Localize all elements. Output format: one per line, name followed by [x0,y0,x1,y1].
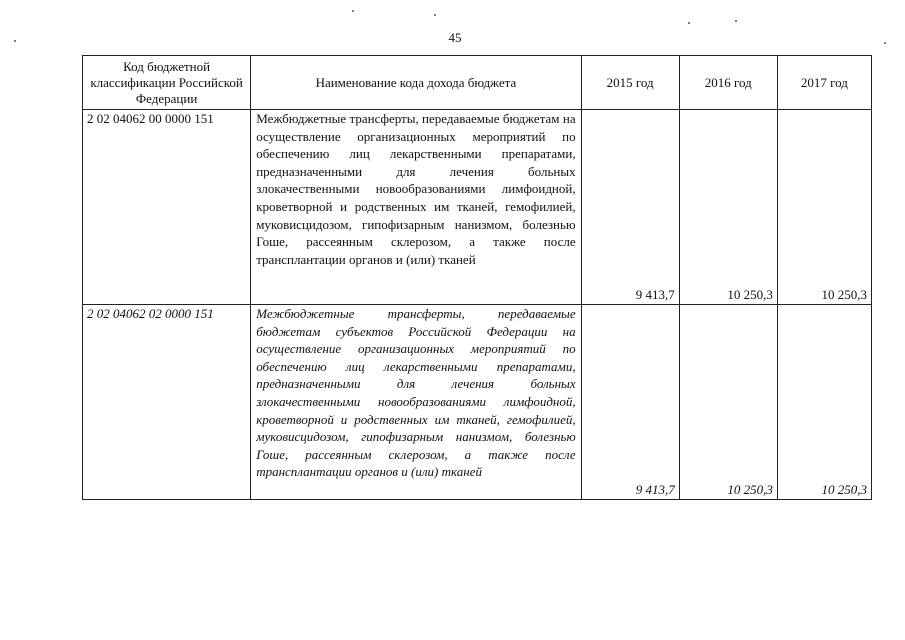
row-value-2015: 9 413,7 [581,305,679,500]
row-code: 2 02 04062 00 0000 151 [83,110,251,305]
row-value-2015: 9 413,7 [581,110,679,305]
row-value-2017: 10 250,3 [777,305,871,500]
table-row [83,110,872,305]
header-2017: 2017 год [777,56,871,110]
table-row [83,305,872,500]
scan-speck [352,10,354,12]
scan-speck [434,14,436,16]
row-code: 2 02 04062 02 0000 151 [83,305,251,500]
table-header-row [83,56,872,110]
row-value-2016: 10 250,3 [679,110,777,305]
scan-speck [14,40,16,42]
row-description: Межбюджетные трансферты, передаваемые бюджетам на осуществление организационных мероприятий по обеспечению лиц лекарственными препаратами, предназначенными для лечения больных злокачественными новообразованиями лимфоидной, кроветворной и родственных им тканей, гемофилией, муковисцидозом, гипофизарным нанизмом, болезнью Гоше, рассеянным склерозом, а также после трансплантации органов и (или) тканей [256,111,576,267]
header-2016: 2016 год [679,56,777,110]
scan-speck [884,42,886,44]
row-value-2016: 10 250,3 [679,305,777,500]
scan-speck [735,20,737,22]
page-number: 45 [448,30,462,45]
row-description: Межбюджетные трансферты, передаваемые бюджетам субъектов Российской Федерации на осуществление организационных мероприятий по обеспечению лиц лекарственными препаратами, предназначенными для лечения больных злокачественными новообразованиями лимфоидной, кроветворной и родственных им тканей, гемофилией, муковисцидозом, гипофизарным нанизмом, болезнью Гоше, рассеянным склерозом, а также после трансплантации органов и (или) тканей [256,306,576,480]
row-value-2017: 10 250,3 [777,110,871,305]
scan-speck [688,22,690,24]
header-name: Наименование кода дохода бюджета [251,56,581,110]
row-name-cell [251,110,581,305]
header-code: Код бюджетной классификации Российской Федерации [83,56,251,110]
row-name-cell [251,305,581,500]
budget-revenue-table [82,55,872,500]
header-2015: 2015 год [581,56,679,110]
